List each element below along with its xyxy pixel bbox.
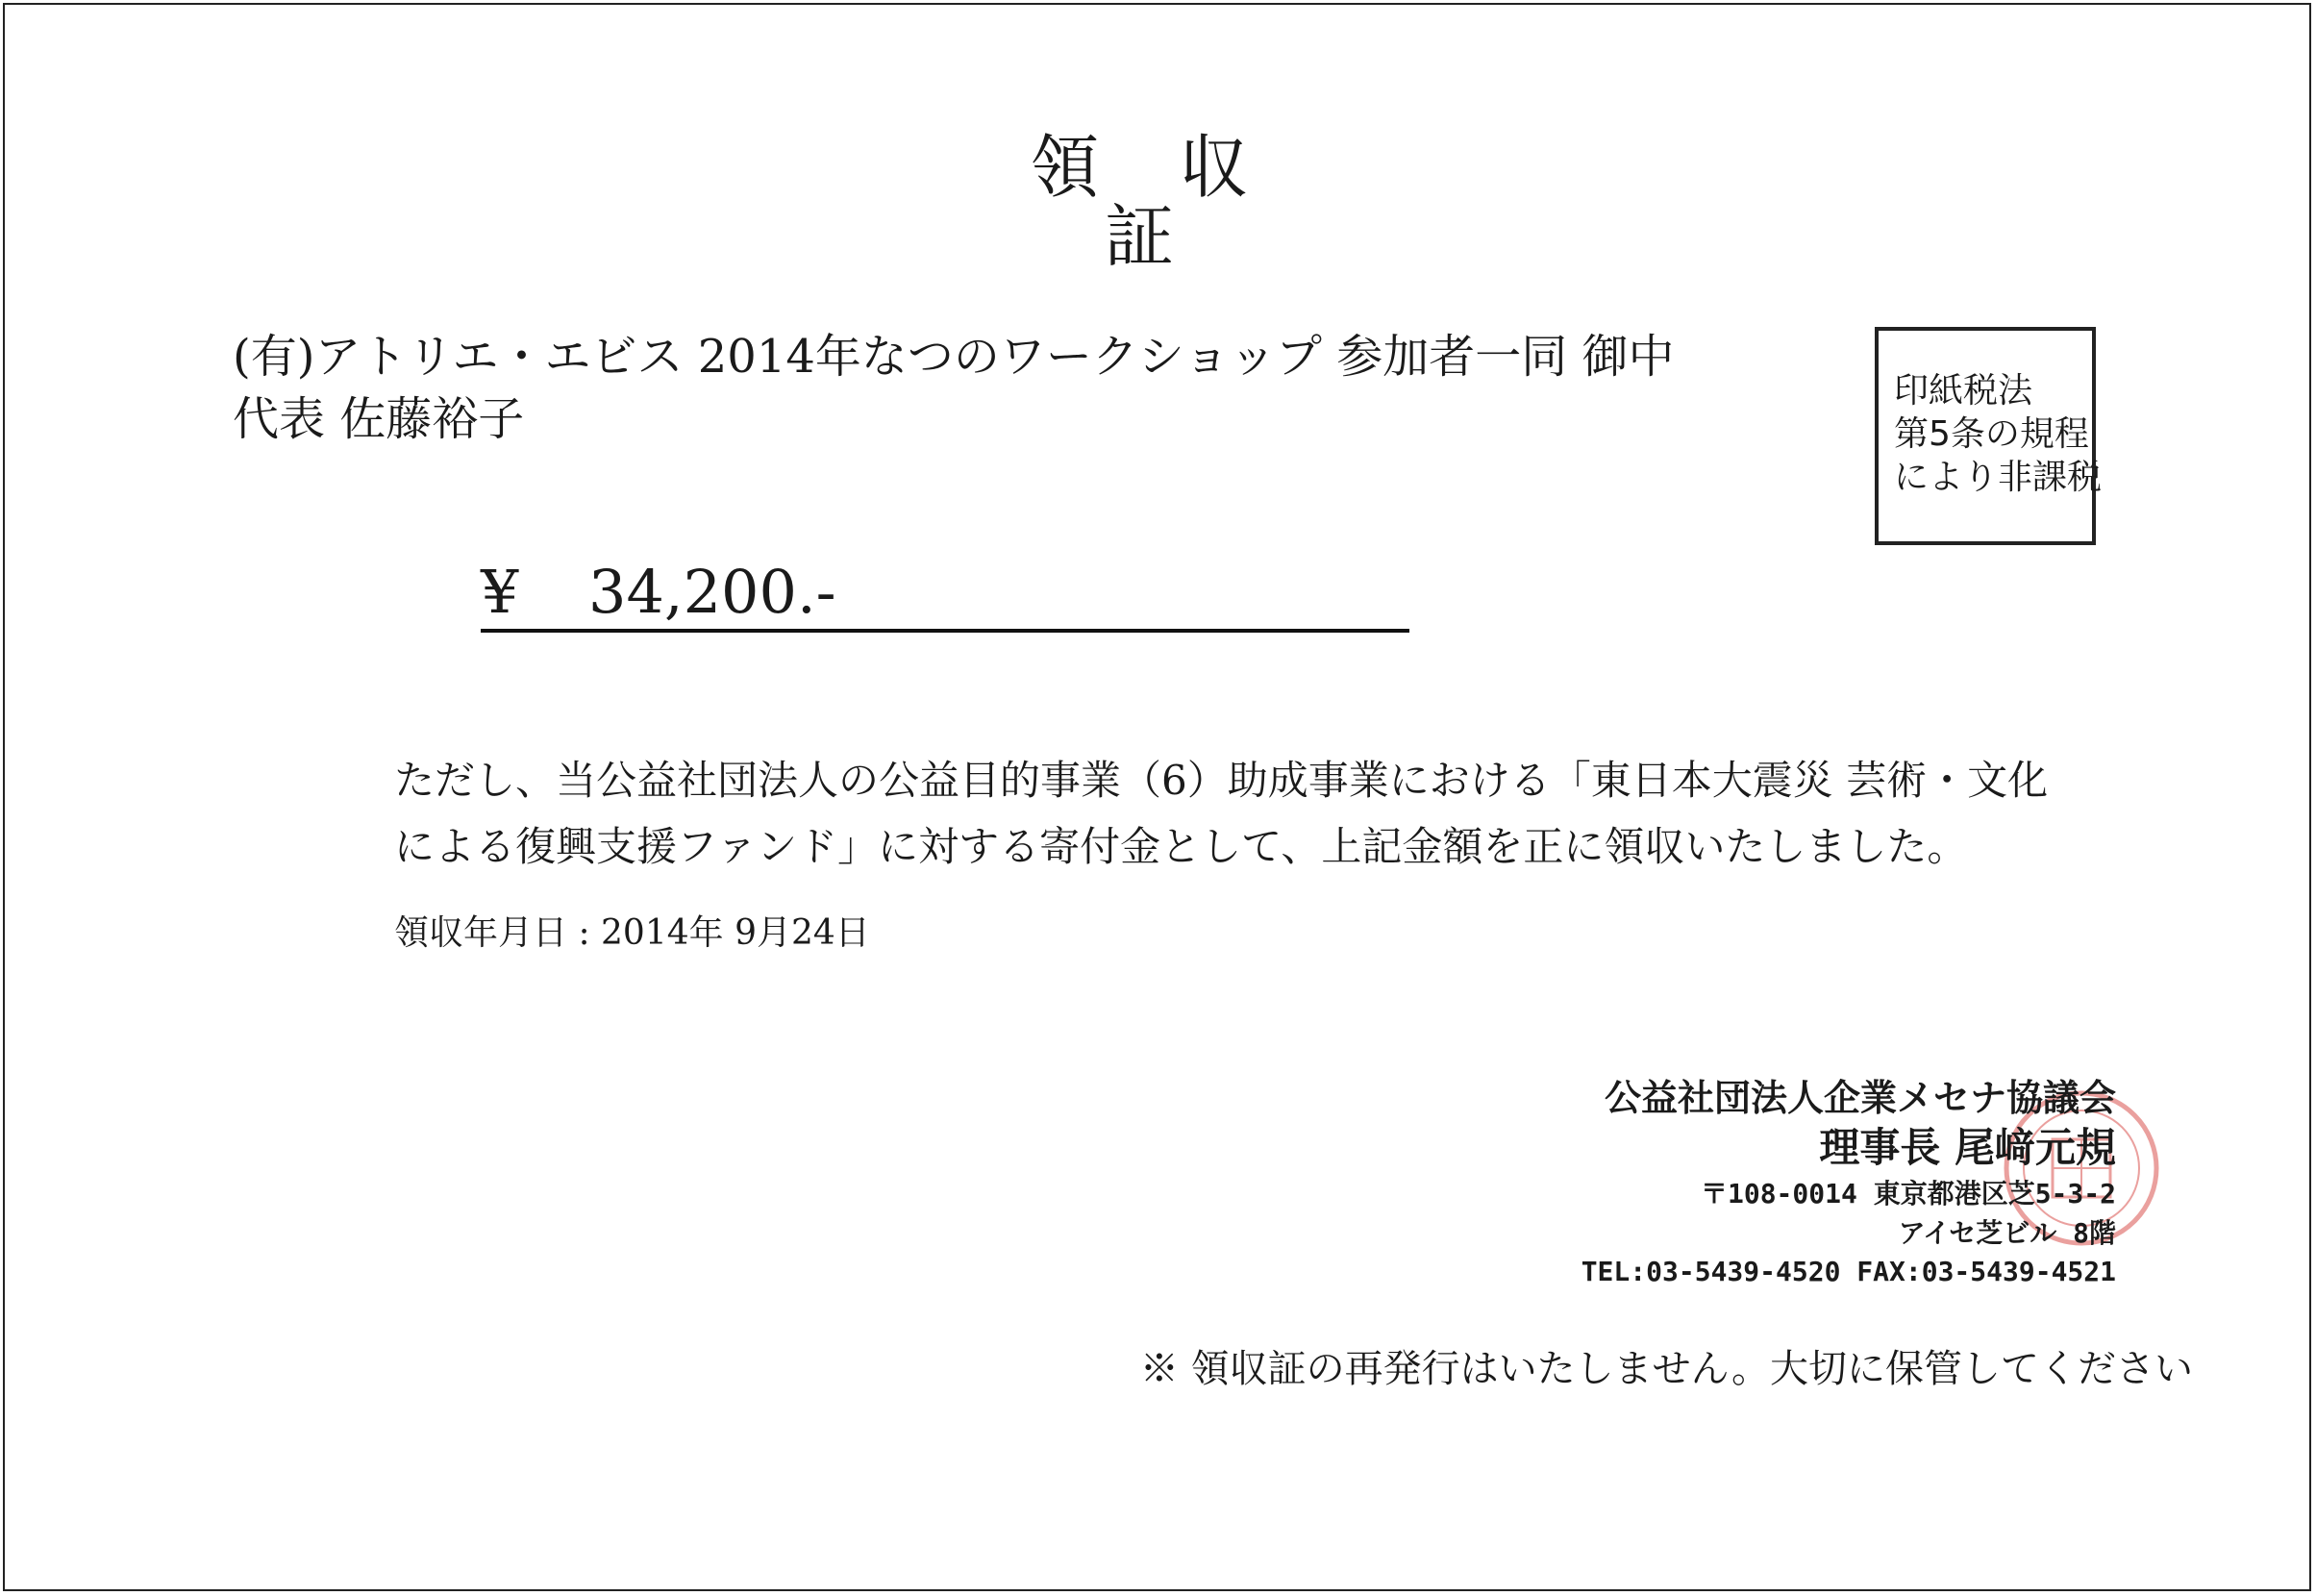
issuer-tel-fax: TEL:03-5439-4520 FAX:03-5439-4521 [1581, 1256, 2116, 1288]
reissue-notice: ※ 領収証の再発行はいたしません。大切に保管してください [1139, 1347, 2193, 1391]
recipient-line: (有)アトリエ・エビス 2014年なつのワークショップ 参加者一同 御中 [233, 330, 1675, 384]
issuer-organization: 公益社団法人企業メセナ協議会 [1604, 1077, 2116, 1119]
document-title: 領 収 証 [1030, 127, 1278, 277]
issuer-address-line-2: アイセ芝ビル 8階 [1898, 1216, 2116, 1249]
issuer-address-line-1: 〒108-0014 東京都港区芝5-3-2 [1700, 1177, 2116, 1209]
stamp-tax-line-1: 印紙税法 [1894, 371, 2033, 411]
amount-value: 34,200.- [588, 557, 836, 627]
receipt-date: 領収年月日 : 2014年 9月24日 [394, 913, 870, 953]
stamp-tax-box [1875, 327, 2103, 545]
stamp-tax-line-2: 第5条の規程 [1894, 414, 2089, 454]
issuer-block [1581, 1075, 2116, 1292]
amount-field [481, 556, 1409, 633]
yen-sign: ¥ [481, 557, 519, 627]
description-line-2: による復興支援ファンド」に対する寄付金として、上記金額を正に領収いたしました。 [394, 822, 1968, 870]
issuer-chairman: 理事長 尾﨑元規 [1819, 1124, 2116, 1172]
stamp-tax-line-3: により非課税 [1894, 458, 2103, 497]
receipt-description [394, 748, 2048, 881]
representative-line: 代表 佐藤裕子 [233, 392, 525, 446]
description-line-1: ただし、当公益社団法人の公益目的事業（6）助成事業における「東日本大震災 芸術・文化 [394, 757, 2049, 804]
